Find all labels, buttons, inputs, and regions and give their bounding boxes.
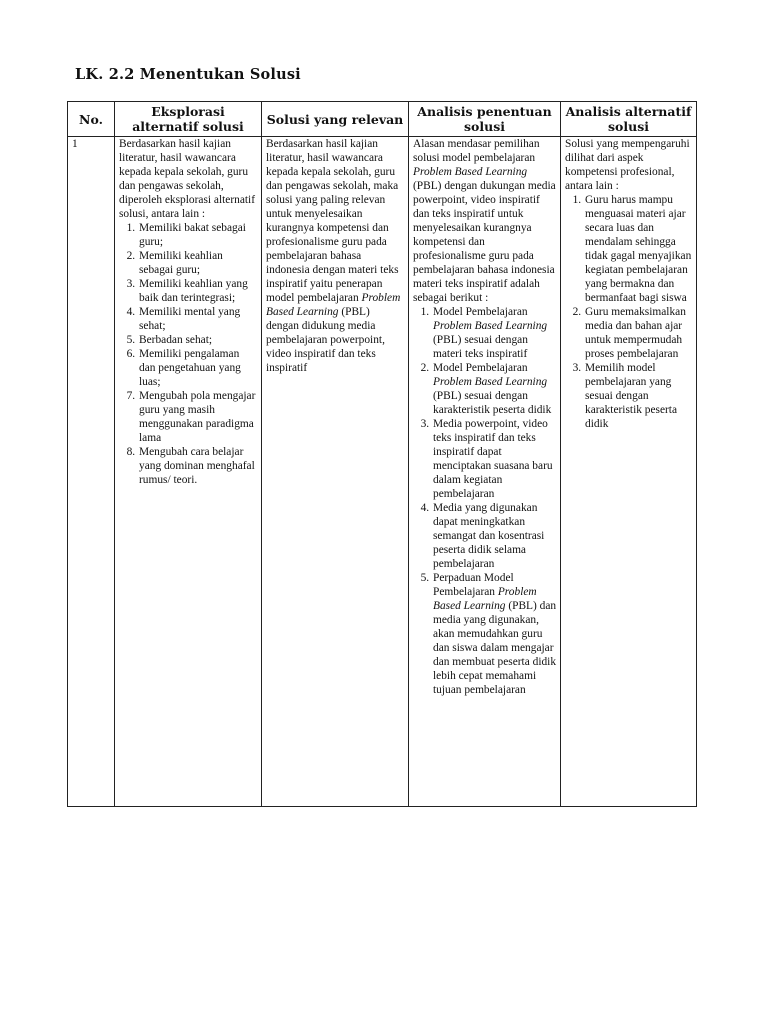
header-no: No. [68, 102, 115, 137]
table-row [68, 137, 697, 807]
list-item: 1. Model Pembelajaran Problem Based Learning (PBL) sesuai dengan materi teks inspiratif [432, 305, 557, 361]
solution-table [67, 101, 697, 807]
eksplorasi-intro: Berdasarkan hasil kajian literatur, hasil wawancara kepada kepala sekolah, guru dan pengawas sekolah, diperoleh eksplorasi alternatif solusi, antara lain : [119, 138, 256, 220]
penentuan-list [413, 305, 557, 697]
list-item: 6. Memiliki pengalaman dan pengetahuan yang luas; [138, 347, 258, 389]
alternatif-list [565, 193, 693, 431]
table-header-row [68, 102, 697, 137]
eksplorasi-list [119, 221, 258, 487]
list-item: 8. Mengubah cara belajar yang dominan menghafal rumus/ teori. [138, 445, 258, 487]
header-eksplorasi: Eksplorasi alternatif solusi [115, 102, 262, 137]
list-item: 4. Memiliki mental yang sehat; [138, 305, 258, 333]
list-item: 3. Media powerpoint, video teks inspiratif dan teks inspiratif dapat menciptakan suasana baru dalam kegiatan pembelajaran [432, 417, 557, 501]
penentuan-intro-text-end: (PBL) dengan dukungan media powerpoint, video inspiratif dan teks inspiratif untuk menyelesaikan kurangnya kompetensi dan profesionalisme guru pada pembelajaran bahasa indonesia materi teks inspiratif adalah sebagai berikut : [413, 180, 556, 304]
list-item: 4. Media yang digunakan dapat meningkatkan semangat dan kosentrasi peserta didik selama pembelajaran [432, 501, 557, 571]
solusi-text-end: (PBL) dengan didukung media pembelajaran powerpoint, video inspiratif dan teks inspiratif [266, 306, 385, 374]
cell-analisis-alternatif [561, 137, 697, 807]
header-analisis-penentuan: Analisis penentuan solusi [409, 102, 561, 137]
solusi-text: Berdasarkan hasil kajian literatur, hasil wawancara kepada kepala sekolah, guru dan pengawas sekolah, maka solusi yang paling relevan untuk menyelesaikan kurangnya kompetensi dan profesionalisme guru pada pembelajaran bahasa indonesia dengan materi teks inspiratif yaitu penerapan model pembelajaran [266, 138, 399, 304]
list-item: 3. Memiliki keahlian yang baik dan terintegrasi; [138, 277, 258, 305]
penentuan-intro-italic: Problem Based Learning [413, 166, 528, 178]
list-item: 5. Berbadan sehat; [138, 333, 258, 347]
list-item: 1. Memiliki bakat sebagai guru; [138, 221, 258, 249]
cell-eksplorasi [115, 137, 262, 807]
penentuan-intro-text: Alasan mendasar pemilihan solusi model pembelajaran [413, 138, 540, 164]
cell-no: 1 [68, 137, 115, 807]
page-title: LK. 2.2 Menentukan Solusi [75, 66, 301, 83]
list-item: 2. Memiliki keahlian sebagai guru; [138, 249, 258, 277]
list-item: 1. Guru harus mampu menguasai materi ajar secara luas dan mendalam sehingga tidak gagal menyajikan kegiatan pembelajaran yang bermakna dan bermanfaat bagi siswa [584, 193, 693, 305]
header-analisis-alternatif: Analisis alternatif solusi [561, 102, 697, 137]
penentuan-intro [413, 137, 557, 305]
alternatif-intro: Solusi yang mempengaruhi dilihat dari aspek kompetensi profesional, antara lain : [565, 138, 690, 192]
list-item: 3. Memilih model pembelajaran yang sesuai dengan karakteristik peserta didik [584, 361, 693, 431]
cell-analisis-penentuan [409, 137, 561, 807]
list-item: 2. Guru memaksimalkan media dan bahan ajar untuk mempermudah proses pembelajaran [584, 305, 693, 361]
list-item: 2. Model Pembelajaran Problem Based Learning (PBL) sesuai dengan karakteristik peserta didik [432, 361, 557, 417]
solusi-italic: Problem Based Learning [266, 292, 401, 318]
header-solusi: Solusi yang relevan [262, 102, 409, 137]
list-item: 7. Mengubah pola mengajar guru yang masih menggunakan paradigma lama [138, 389, 258, 445]
cell-solusi [262, 137, 409, 807]
list-item: 5. Perpaduan Model Pembelajaran Problem Based Learning (PBL) dan media yang digunakan, akan memudahkan guru dan siswa dalam mengajar dan membuat peserta didik lebih cepat memahami tujuan pembelajaran [432, 571, 557, 697]
